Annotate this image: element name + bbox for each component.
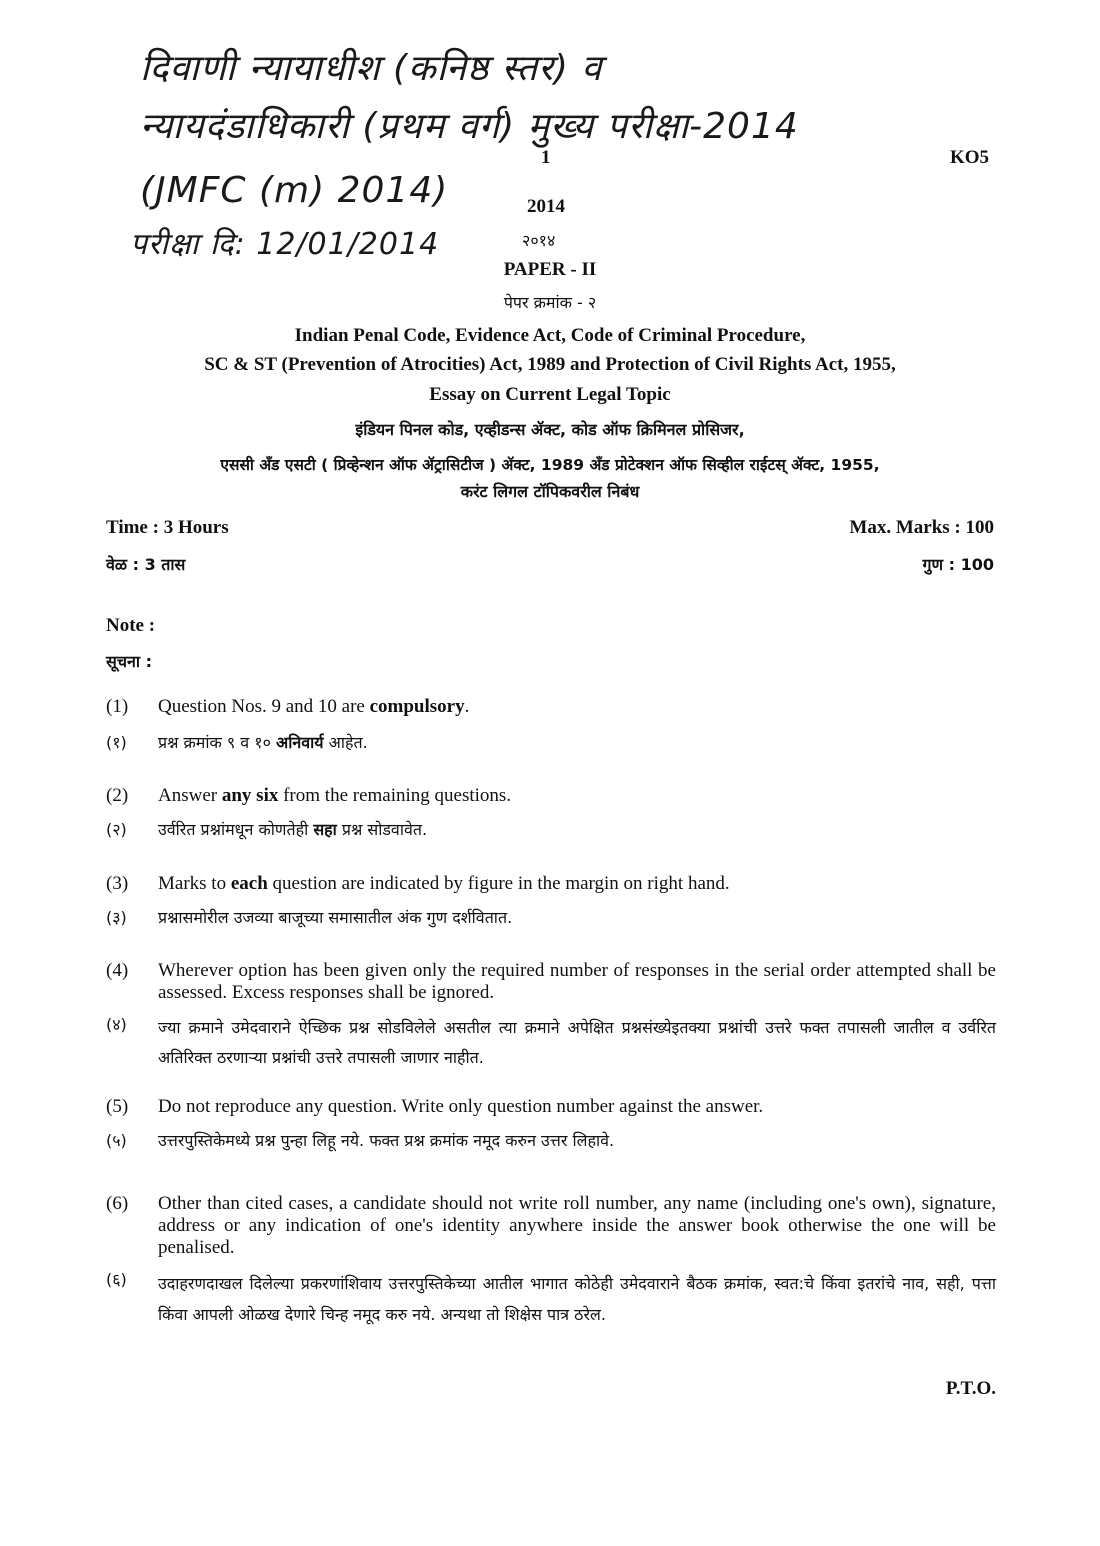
handwritten-line-1: दिवाणी न्यायाधीश (कनिष्ठ स्तर) व — [140, 48, 603, 89]
instruction-2-mr-a: उर्वरित प्रश्नांमधून कोणतेही — [158, 820, 314, 839]
max-marks-marathi: गुण : 100 — [922, 555, 994, 574]
instruction-2-mr-c: प्रश्न सोडवावेत. — [336, 820, 428, 839]
time-allowed: Time : 3 Hours — [106, 517, 229, 538]
paper-title-marathi: पेपर क्रमांक - २ — [503, 293, 597, 312]
instruction-1-text-marathi — [158, 731, 996, 753]
instruction-1-mr-a: प्रश्न क्रमांक ९ व १० — [158, 733, 276, 752]
instruction-3-text-marathi: प्रश्नासमोरील उजव्या बाजूच्या समासातील अंक गुण दर्शवितात. — [158, 908, 513, 927]
instruction-5-number: (5) — [106, 1096, 129, 1117]
instruction-2-mr-bold: सहा — [313, 820, 337, 839]
instruction-6-text-marathi: उदाहरणदाखल दिलेल्या प्रकरणांशिवाय उत्तरपुस्तिकेच्या आतील भागात कोठेही उमेदवाराने बैठक क्रमांक, स्वत:चे किंवा इतरांचे नाव, सही, पत्ता किंवा आपली ओळख देणारे चिन्ह नमूद करु नये. अन्यथा तो शिक्षेस पात्र ठरेल. — [158, 1274, 996, 1324]
instruction-5-text: Do not reproduce any question. Write only question number against the answer. — [158, 1096, 764, 1117]
subjects-en-line-1: Indian Penal Code, Evidence Act, Code of Criminal Procedure, — [294, 325, 806, 346]
year-english: 2014 — [527, 196, 565, 217]
instruction-3-number-marathi: (३) — [106, 908, 127, 927]
instruction-1-text-a: Question Nos. 9 and 10 are — [158, 696, 370, 717]
instruction-2-text-marathi — [158, 818, 996, 840]
instruction-1-text-bold: compulsory — [369, 696, 465, 717]
note-label: Note : — [106, 615, 156, 636]
note-label-marathi: सूचना : — [106, 652, 152, 671]
instruction-1-mr-bold: अनिवार्य — [276, 733, 324, 752]
subjects-mr-line-2: एससी अँड एसटी ( प्रिव्हेन्शन ऑफ ॲट्रासिटीज ) ॲक्ट, 1989 अँड प्रोटेक्शन ऑफ सिव्हील राईटस् ॲक्ट, 1955, — [220, 456, 880, 474]
instruction-6-text: Other than cited cases, a candidate should not write roll number, any name (including one's own), signature, address or any indication of one's identity anywhere inside the answer book otherwise the one will be penalised. — [158, 1193, 996, 1258]
time-allowed-marathi: वेळ : 3 तास — [106, 555, 186, 574]
instruction-6-number-marathi: (६) — [106, 1270, 127, 1289]
instruction-4-text-marathi: ज्या क्रमाने उमेदवाराने ऐच्छिक प्रश्न सोडविलेले असतील त्या क्रमाने अपेक्षित प्रश्नसंख्येइतक्या प्रश्नांची उत्तरे फक्त तपासली जातील व उर्वरित अतिरिक्त ठरणाऱ्या प्रश्नांची उत्तरे तपासली जाणार नाहीत. — [158, 1018, 996, 1067]
subjects-en-line-2: SC & ST (Prevention of Atrocities) Act, 1989 and Protection of Civil Rights Act, 1955, — [204, 354, 896, 375]
subjects-mr-line-1: इंडियन पिनल कोड, एव्हीडन्स ॲक्ट, कोड ऑफ क्रिमिनल प्रोसिजर, — [355, 420, 745, 439]
instruction-2-number-marathi: (२) — [106, 820, 127, 839]
instruction-2-number: (2) — [106, 785, 129, 806]
page-number: 1 — [541, 147, 551, 168]
instruction-1-text — [158, 696, 996, 718]
subjects-mr-line-3: करंट लिगल टॉपिकवरील निबंध — [460, 482, 640, 501]
instruction-1-number: (1) — [106, 696, 129, 717]
handwritten-line-3: (JMFC (m) 2014) — [140, 170, 449, 211]
instruction-2-text-a: Answer — [158, 785, 222, 806]
instruction-2-text-c: from the remaining questions. — [278, 785, 512, 806]
instruction-3-text-a: Marks to — [158, 873, 231, 894]
instruction-3-number: (3) — [106, 873, 129, 894]
instruction-5-number-marathi: (५) — [106, 1131, 127, 1150]
instruction-5-text-marathi: उत्तरपुस्तिकेमध्ये प्रश्न पुन्हा लिहू नये. फक्त प्रश्न क्रमांक नमूद करुन उत्तर लिहावे. — [158, 1131, 615, 1150]
year-marathi: २०१४ — [522, 231, 556, 250]
paper-title: PAPER - II — [503, 259, 597, 280]
handwritten-exam-date: परीक्षा दि: 12/01/2014 — [130, 227, 440, 262]
instruction-4-number-marathi: (४) — [106, 1015, 127, 1034]
instruction-4-text: Wherever option has been given only the required number of responses in the serial order attempted shall be assessed. Excess responses shall be ignored. — [158, 960, 996, 1003]
instruction-1-number-marathi: (१) — [106, 733, 127, 752]
max-marks: Max. Marks : 100 — [849, 517, 994, 538]
instruction-1-text-c: . — [464, 696, 470, 717]
instruction-3-text-bold: each — [230, 873, 268, 894]
instruction-6-number: (6) — [106, 1193, 129, 1214]
instruction-3-text — [158, 873, 996, 895]
instruction-3-text-c: question are indicated by figure in the margin on right hand. — [267, 873, 730, 894]
paper-code: KO5 — [950, 147, 990, 168]
subjects-en-line-3: Essay on Current Legal Topic — [429, 384, 671, 405]
instruction-2-text — [158, 785, 996, 807]
pto-label: P.T.O. — [945, 1378, 996, 1399]
handwritten-line-2: न्यायदंडाधिकारी (प्रथम वर्ग) मुख्य परीक्षा-2014 — [140, 106, 799, 147]
instruction-1-mr-c: आहेत. — [323, 733, 368, 752]
instruction-2-text-bold: any six — [221, 785, 279, 806]
instruction-4-number: (4) — [106, 960, 129, 981]
